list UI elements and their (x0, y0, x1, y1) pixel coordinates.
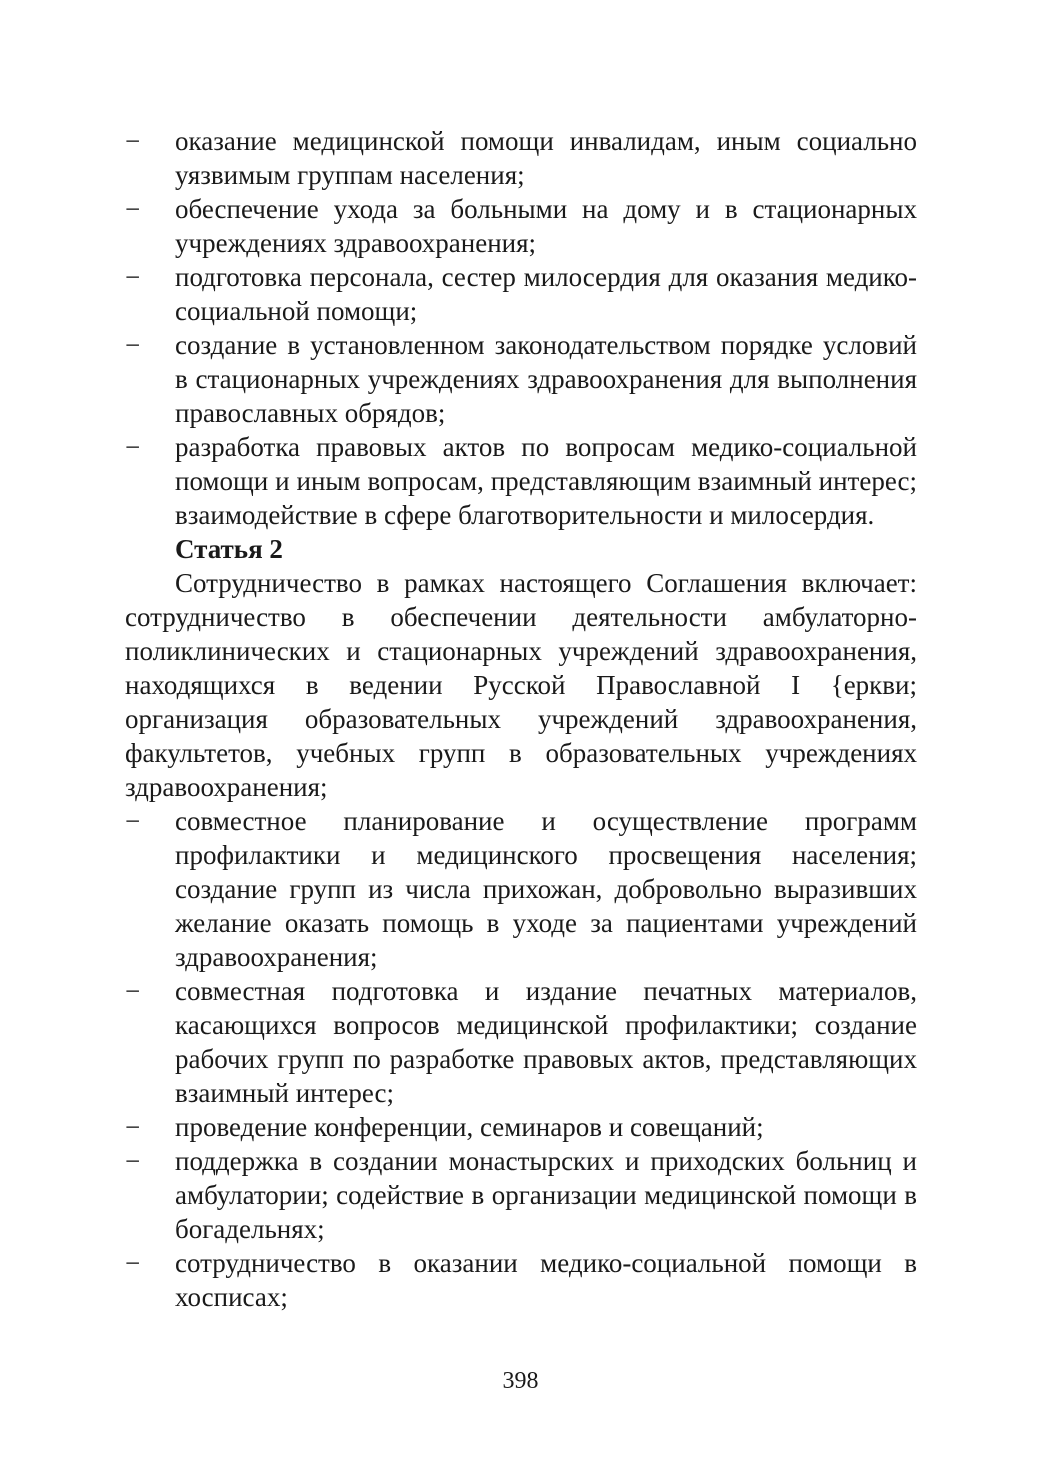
list-item (125, 1144, 917, 1246)
dash-bullet: − (125, 194, 141, 224)
dash-bullet: − (125, 432, 141, 462)
list-item (125, 1110, 917, 1144)
top-bullet-list (125, 124, 917, 532)
dash-bullet: − (125, 976, 141, 1006)
dash-bullet: − (125, 806, 141, 836)
list-item-text: оказание медицинской помощи инвалидам, иным социально уязвимым группам населения; (175, 126, 917, 190)
list-item (125, 974, 917, 1110)
list-item (125, 124, 917, 192)
dash-bullet: − (125, 1248, 141, 1278)
list-item-text: обеспечение ухода за больными на дому и в стационарных учреждениях здравоохранения; (175, 194, 917, 258)
list-item (125, 804, 917, 974)
list-item-text: сотрудничество в оказании медико-социальной помощи в хосписах; (175, 1248, 917, 1312)
list-item-text: совместная подготовка и издание печатных материалов, касающихся вопросов медицинской профилактики; создание рабочих групп по разработке правовых актов, представляющих взаимный интерес; (175, 976, 917, 1108)
list-item (125, 260, 917, 328)
dash-bullet: − (125, 262, 141, 292)
list-item (125, 1246, 917, 1314)
dash-bullet: − (125, 126, 141, 156)
list-item-text: подготовка персонала, сестер милосердия для оказания медико-социальной помощи; (175, 262, 917, 326)
list-item-text: разработка правовых актов по вопросам медико-социальной помощи и иным вопросам, представляющим взаимный интерес; взаимодействие в сфере благотворительности и милосердия. (175, 432, 917, 530)
article-paragraph: Сотрудничество в рамках настоящего Соглашения включает: сотрудничество в обеспечении деятельности амбулаторно-поликлинических и стационарных учреждений здравоохранения, находящихся в ведении Русской Православной I {еркви; организация образовательных учреждений здравоохранения, факультетов, учебных групп в образовательных учреждениях здравоохранения; (125, 568, 917, 802)
page-body (125, 124, 917, 1314)
dash-bullet: − (125, 1112, 141, 1142)
list-item (125, 430, 917, 532)
dash-bullet: − (125, 330, 141, 360)
page-number: 398 (502, 1368, 539, 1394)
list-item-text: создание в установленном законодательством порядке условий в стационарных учреждениях здравоохранения для выполнения православных обрядов; (175, 330, 917, 428)
list-item-text: совместное планирование и осуществление программ профилактики и медицинского просвещения населения; создание групп из числа прихожан, добровольно выразивших желание оказать помощь в уходе за пациентами учреждений здравоохранения; (175, 806, 917, 972)
list-item-text: проведение конференции, семинаров и совещаний; (175, 1112, 764, 1142)
list-item-text: поддержка в создании монастырских и приходских больниц и амбулатории; содействие в организации медицинской помощи в богадельнях; (175, 1146, 917, 1244)
list-item (125, 328, 917, 430)
list-item (125, 192, 917, 260)
bottom-bullet-list (125, 804, 917, 1314)
article-heading: Статья 2 (175, 534, 283, 564)
dash-bullet: − (125, 1146, 141, 1176)
